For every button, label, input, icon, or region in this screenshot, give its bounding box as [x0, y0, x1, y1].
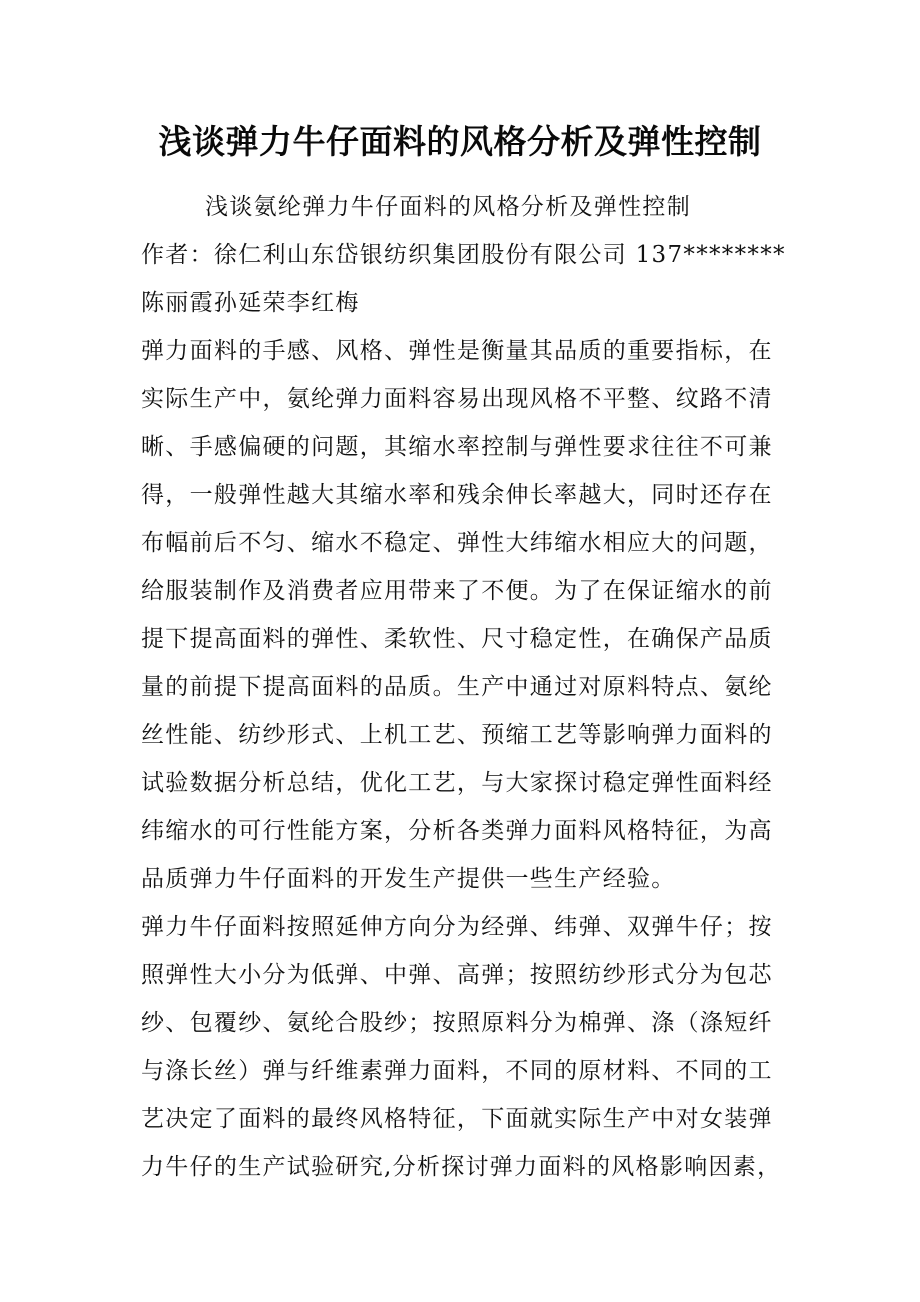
paragraph-line: 品质弹力牛仔面料的开发生产提供一些生产经验。: [141, 866, 676, 892]
document-body: [141, 183, 786, 1191]
paragraph-line: 得，一般弹性越大其缩水率和残余伸长率越大，同时还存在: [141, 482, 773, 508]
paragraph-line: 纬缩水的可行性能方案，分析各类弹力面料风格特征，为高: [141, 818, 773, 844]
paragraph-line: 布幅前后不匀、缩水不稳定、弹性大纬缩水相应大的问题，: [141, 530, 773, 556]
paragraph-line: 照弹性大小分为低弹、中弹、高弹；按照纺纱形式分为包芯: [141, 962, 773, 988]
paragraph-line: 晰、手感偏硬的问题，其缩水率控制与弹性要求往往不可兼: [141, 434, 773, 460]
paragraph-line: 实际生产中，氨纶弹力面料容易出现风格不平整、纹路不清: [141, 386, 773, 412]
author-line: 作者：徐仁利山东岱银纺织集团股份有限公司 137********: [141, 242, 786, 268]
paragraph-line: 给服装制作及消费者应用带来了不便。为了在保证缩水的前: [141, 578, 773, 604]
paragraph-line: 丝性能、纺纱形式、上机工艺、预缩工艺等影响弹力面料的: [141, 722, 773, 748]
paragraph-1: [141, 327, 781, 903]
paragraph-line: 力牛仔的生产试验研究,分析探讨弹力面料的风格影响因素，: [141, 1154, 782, 1180]
paragraph-line: 提下提高面料的弹性、柔软性、尺寸稳定性，在确保产品质: [141, 626, 773, 652]
paragraph-2: [141, 903, 781, 1191]
paragraph-line: 与涤长丝）弹与纤维素弹力面料，不同的原材料、不同的工: [141, 1058, 773, 1084]
document-title: 浅谈弹力牛仔面料的风格分析及弹性控制: [158, 122, 762, 161]
document-subtitle: 浅谈氨纶弹力牛仔面料的风格分析及弹性控制: [205, 194, 691, 220]
paragraph-line: 弹力面料的手感、风格、弹性是衡量其品质的重要指标，在: [141, 338, 773, 364]
paragraph-line: 弹力牛仔面料按照延伸方向分为经弹、纬弹、双弹牛仔；按: [141, 914, 773, 940]
paragraph-line: 量的前提下提高面料的品质。生产中通过对原料特点、氨纶: [141, 674, 773, 700]
paragraph-line: 艺决定了面料的最终风格特征，下面就实际生产中对女装弹: [141, 1106, 773, 1132]
paragraph-line: 试验数据分析总结，优化工艺，与大家探讨稳定弹性面料经: [141, 770, 773, 796]
paragraph-line: 纱、包覆纱、氨纶合股纱；按照原料分为棉弹、涤（涤短纤: [141, 1010, 773, 1036]
author-line-continued: 陈丽霞孙延荣李红梅: [141, 290, 360, 316]
